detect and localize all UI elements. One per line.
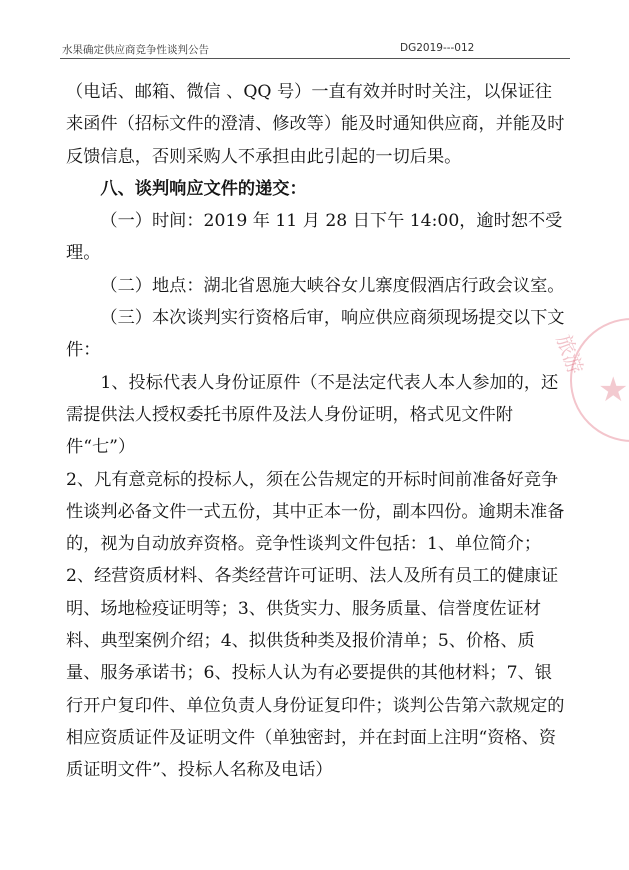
paragraph-item-1: 1、投标代表人身份证原件（不是法定代表人本人参加的，还需提供法人授权委托书原件及法人身份证明，格式见文件附件“七”）: [66, 372, 559, 458]
header-doc-code: DG2019---012: [400, 42, 475, 54]
document-body: [66, 76, 566, 787]
paragraph-qualification-review: （三）本次谈判实行资格后审，响应供应商须现场提交以下文件：: [66, 308, 565, 361]
star-icon: ★: [598, 370, 629, 410]
paragraph-time: （一）时间：2019 年 11 月 28 日下午 14:00，逾时恕不受理。: [66, 211, 563, 264]
header-title: 水果确定供应商竞争性谈判公告: [62, 44, 209, 56]
section-heading-submission: 八、谈判响应文件的递交：: [100, 178, 307, 199]
paragraph-location: （二）地点：湖北省恩施大峡谷女儿寨度假酒店行政会议室。: [100, 275, 565, 296]
page-header: [60, 36, 570, 59]
paragraph-item-2: 2、凡有意竞标的投标人，须在公告规定的开标时间前准备好竞争性谈判必备文件一式五份，其中正本一份，副本四份。逾期未准备的，视为自动放弃资格。竞争性谈判文件包括：1、单位简介；2、经营资质材料、各类经营许可证明、法人及所有员工的健康证明、场地检疫证明等；3、供货实力、服务质量、信誉度佐证材料、典型案例介绍；4、拟供货种类及报价清单；5、价格、质量、服务承诺书；6、投标人认为有必要提供的其他材料；7、银行开户复印件、单位负责人身份证复印件；谈判公告第六款规定的相应资质证件及证明文件（单独密封，并在封面上注明“资格、资质证明文件”、投标人名称及电话）: [66, 469, 565, 781]
seal-stamp-text: 旅游: [551, 331, 588, 378]
paragraph-contact-notice: （电话、邮箱、微信 、QQ 号）一直有效并时时关注，以保证往来函件（招标文件的澄清、修改等）能及时通知供应商，并能及时反馈信息，否则采购人不承担由此引起的一切后果。: [66, 82, 565, 167]
